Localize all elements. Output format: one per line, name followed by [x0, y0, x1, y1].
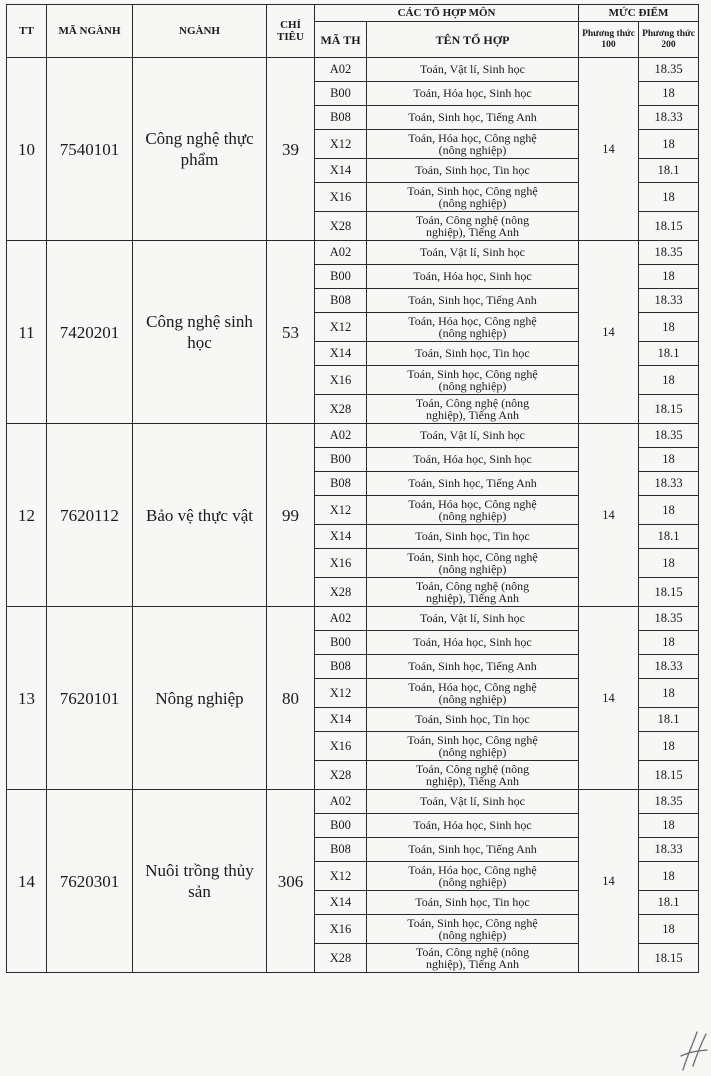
combo-code: X28	[315, 212, 367, 241]
header-ten-to-hop: TÊN TỔ HỢP	[367, 22, 579, 58]
combo-name: Toán, Sinh học, Tin học	[367, 159, 579, 183]
major-name: Nông nghiệp	[133, 607, 267, 790]
major-code: 7620101	[47, 607, 133, 790]
combo-code: B00	[315, 814, 367, 838]
combo-name: Toán, Hóa học, Sinh học	[367, 448, 579, 472]
combo-name: Toán, Sinh học, Công nghệ (nông nghiệp)	[367, 549, 579, 578]
score-method-200: 18	[639, 631, 699, 655]
score-method-200: 18.35	[639, 58, 699, 82]
score-method-200: 18	[639, 265, 699, 289]
combo-code: X14	[315, 708, 367, 732]
combo-name: Toán, Hóa học, Sinh học	[367, 814, 579, 838]
score-method-200: 18	[639, 915, 699, 944]
score-method-200: 18.15	[639, 944, 699, 973]
table-row	[7, 607, 699, 631]
combo-code: X16	[315, 915, 367, 944]
combo-name: Toán, Sinh học, Công nghệ (nông nghiệp)	[367, 915, 579, 944]
score-method-200: 18.1	[639, 159, 699, 183]
score-method-200: 18.33	[639, 289, 699, 313]
major-tt: 12	[7, 424, 47, 607]
combo-name: Toán, Sinh học, Tiếng Anh	[367, 655, 579, 679]
combo-code: X16	[315, 366, 367, 395]
combo-name: Toán, Công nghệ (nông nghiệp), Tiếng Anh	[367, 578, 579, 607]
combo-name: Toán, Công nghệ (nông nghiệp), Tiếng Anh	[367, 395, 579, 424]
combo-name: Toán, Sinh học, Tiếng Anh	[367, 472, 579, 496]
combo-name: Toán, Sinh học, Tiếng Anh	[367, 106, 579, 130]
major-code: 7420201	[47, 241, 133, 424]
score-method-100: 14	[579, 607, 639, 790]
major-quota: 53	[267, 241, 315, 424]
score-method-200: 18.33	[639, 838, 699, 862]
combo-name: Toán, Hóa học, Công nghệ (nông nghiệp)	[367, 313, 579, 342]
combo-name: Toán, Vật lí, Sinh học	[367, 607, 579, 631]
combo-code: X28	[315, 761, 367, 790]
combo-name: Toán, Sinh học, Tin học	[367, 891, 579, 915]
score-method-200: 18.33	[639, 472, 699, 496]
combo-code: A02	[315, 607, 367, 631]
score-method-200: 18.35	[639, 424, 699, 448]
score-method-200: 18.35	[639, 241, 699, 265]
major-name: Nuôi trồng thủy sản	[133, 790, 267, 973]
score-method-200: 18.1	[639, 708, 699, 732]
combo-code: B08	[315, 838, 367, 862]
handwritten-initial-mark	[679, 1026, 709, 1074]
header-phuong-thuc-100: Phương thức 100	[579, 22, 639, 58]
table-body	[7, 58, 699, 973]
combo-code: B08	[315, 106, 367, 130]
combo-name: Toán, Hóa học, Sinh học	[367, 82, 579, 106]
major-quota: 99	[267, 424, 315, 607]
major-name: Công nghệ sinh học	[133, 241, 267, 424]
major-quota: 306	[267, 790, 315, 973]
combo-name: Toán, Sinh học, Công nghệ (nông nghiệp)	[367, 183, 579, 212]
score-method-200: 18.15	[639, 212, 699, 241]
major-tt: 10	[7, 58, 47, 241]
combo-code: A02	[315, 58, 367, 82]
combo-name: Toán, Sinh học, Tin học	[367, 708, 579, 732]
header-ma-th: MÃ TH	[315, 22, 367, 58]
combo-code: A02	[315, 790, 367, 814]
combo-code: X12	[315, 679, 367, 708]
combo-code: B00	[315, 265, 367, 289]
score-method-100: 14	[579, 790, 639, 973]
combo-name: Toán, Vật lí, Sinh học	[367, 424, 579, 448]
score-method-200: 18.35	[639, 607, 699, 631]
score-method-200: 18	[639, 130, 699, 159]
header-cac-to-hop: CÁC TỔ HỢP MÔN	[315, 5, 579, 22]
score-method-200: 18.1	[639, 525, 699, 549]
combo-code: B08	[315, 289, 367, 313]
combo-name: Toán, Sinh học, Tiếng Anh	[367, 289, 579, 313]
combo-name: Toán, Vật lí, Sinh học	[367, 58, 579, 82]
major-quota: 39	[267, 58, 315, 241]
combo-name: Toán, Vật lí, Sinh học	[367, 790, 579, 814]
combo-code: X16	[315, 183, 367, 212]
header-chi-tieu: CHỈ TIÊU	[267, 5, 315, 58]
combo-name: Toán, Vật lí, Sinh học	[367, 241, 579, 265]
score-method-200: 18.35	[639, 790, 699, 814]
score-method-200: 18	[639, 448, 699, 472]
combo-code: X28	[315, 395, 367, 424]
combo-name: Toán, Sinh học, Tin học	[367, 525, 579, 549]
combo-code: X12	[315, 496, 367, 525]
table-row	[7, 424, 699, 448]
score-method-100: 14	[579, 241, 639, 424]
score-method-200: 18.15	[639, 578, 699, 607]
combo-code: X14	[315, 342, 367, 366]
combo-name: Toán, Công nghệ (nông nghiệp), Tiếng Anh	[367, 761, 579, 790]
combo-code: B00	[315, 82, 367, 106]
major-code: 7540101	[47, 58, 133, 241]
table-row	[7, 241, 699, 265]
combo-code: B08	[315, 472, 367, 496]
score-method-200: 18	[639, 732, 699, 761]
combo-name: Toán, Sinh học, Tiếng Anh	[367, 838, 579, 862]
combo-name: Toán, Công nghệ (nông nghiệp), Tiếng Anh	[367, 212, 579, 241]
combo-code: X16	[315, 549, 367, 578]
score-method-100: 14	[579, 424, 639, 607]
score-method-200: 18.1	[639, 891, 699, 915]
table-row	[7, 58, 699, 82]
score-method-200: 18	[639, 82, 699, 106]
score-method-200: 18.33	[639, 106, 699, 130]
header-tt: TT	[7, 5, 47, 58]
combo-name: Toán, Công nghệ (nông nghiệp), Tiếng Anh	[367, 944, 579, 973]
combo-code: X28	[315, 578, 367, 607]
score-method-200: 18.15	[639, 395, 699, 424]
combo-code: X16	[315, 732, 367, 761]
combo-code: A02	[315, 241, 367, 265]
combo-code: X12	[315, 130, 367, 159]
combo-code: B08	[315, 655, 367, 679]
combo-code: B00	[315, 631, 367, 655]
major-code: 7620112	[47, 424, 133, 607]
score-method-200: 18	[639, 679, 699, 708]
combo-name: Toán, Hóa học, Công nghệ (nông nghiệp)	[367, 496, 579, 525]
combo-name: Toán, Sinh học, Công nghệ (nông nghiệp)	[367, 366, 579, 395]
score-method-200: 18.15	[639, 761, 699, 790]
major-tt: 11	[7, 241, 47, 424]
major-name: Bảo vệ thực vật	[133, 424, 267, 607]
header-phuong-thuc-200: Phương thức 200	[639, 22, 699, 58]
combo-name: Toán, Hóa học, Sinh học	[367, 265, 579, 289]
combo-name: Toán, Hóa học, Công nghệ (nông nghiệp)	[367, 679, 579, 708]
score-method-200: 18	[639, 313, 699, 342]
table-header	[7, 5, 699, 58]
score-method-200: 18	[639, 549, 699, 578]
combo-name: Toán, Hóa học, Công nghệ (nông nghiệp)	[367, 130, 579, 159]
score-method-200: 18	[639, 862, 699, 891]
combo-name: Toán, Sinh học, Tin học	[367, 342, 579, 366]
score-method-200: 18	[639, 183, 699, 212]
admission-score-table	[6, 4, 699, 973]
combo-code: B00	[315, 448, 367, 472]
major-quota: 80	[267, 607, 315, 790]
combo-code: X28	[315, 944, 367, 973]
combo-code: X14	[315, 159, 367, 183]
combo-code: X12	[315, 862, 367, 891]
score-method-200: 18	[639, 814, 699, 838]
score-method-100: 14	[579, 58, 639, 241]
score-method-200: 18.33	[639, 655, 699, 679]
header-nganh: NGÀNH	[133, 5, 267, 58]
header-muc-diem: MỨC ĐIỂM	[579, 5, 699, 22]
major-tt: 13	[7, 607, 47, 790]
header-ma-nganh: MÃ NGÀNH	[47, 5, 133, 58]
combo-code: A02	[315, 424, 367, 448]
combo-code: X12	[315, 313, 367, 342]
combo-code: X14	[315, 525, 367, 549]
major-name: Công nghệ thực phẩm	[133, 58, 267, 241]
combo-name: Toán, Hóa học, Sinh học	[367, 631, 579, 655]
combo-name: Toán, Sinh học, Công nghệ (nông nghiệp)	[367, 732, 579, 761]
score-method-200: 18	[639, 366, 699, 395]
major-tt: 14	[7, 790, 47, 973]
score-method-200: 18	[639, 496, 699, 525]
major-code: 7620301	[47, 790, 133, 973]
combo-name: Toán, Hóa học, Công nghệ (nông nghiệp)	[367, 862, 579, 891]
score-method-200: 18.1	[639, 342, 699, 366]
combo-code: X14	[315, 891, 367, 915]
table-row	[7, 790, 699, 814]
